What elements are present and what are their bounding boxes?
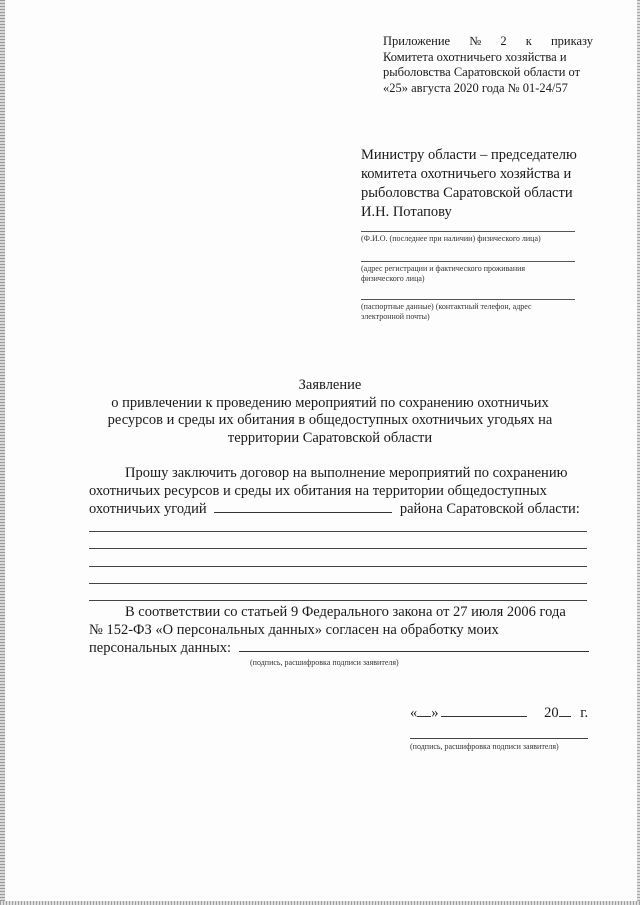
title-line-3: ресурсов и среды их обитания в общедоступных охотничьих угодьях на	[107, 412, 553, 428]
recipient-line-2: комитета охотничьего хозяйства и	[361, 166, 572, 182]
consent-word: обработку	[400, 621, 464, 638]
passport-caption-line-2: электронной почты)	[361, 312, 430, 321]
fio-field[interactable]	[361, 231, 587, 244]
appendix-line-3: рыболовства Саратовской области от	[383, 65, 581, 79]
request-line-3-suffix: района Саратовской области:	[399, 501, 580, 517]
blank-line-2[interactable]	[89, 548, 587, 549]
consent-word: согласен	[325, 621, 380, 638]
request-word: общедоступных	[447, 482, 547, 499]
fio-rule	[361, 231, 575, 232]
title-heading: Заявление	[298, 377, 362, 393]
year-suffix: г.	[580, 705, 589, 721]
appendix-word: №	[469, 34, 482, 48]
recipient-line-4: И.Н. Потапову	[361, 204, 452, 220]
request-word: обитания	[293, 482, 352, 499]
passport-rule	[361, 299, 575, 300]
appendix-word: приказу	[550, 34, 593, 48]
consent-word: данных»	[268, 621, 323, 638]
year-prefix: 20	[544, 705, 559, 721]
date-quote-close: »	[431, 705, 439, 721]
year-blank[interactable]	[559, 704, 571, 717]
request-word: и	[223, 482, 231, 499]
appendix-word: 2	[500, 34, 507, 48]
consent-word: моих	[467, 621, 499, 638]
consent-word: №	[89, 621, 103, 638]
address-caption-line-2: физического лица)	[361, 274, 425, 283]
address-rule	[361, 261, 575, 262]
request-line-3-prefix: охотничьих угодий	[89, 501, 207, 517]
consent-signature-caption: (подпись, расшифровка подписи заявителя)	[250, 658, 399, 667]
title-line-2: о привлечении к проведению мероприятий по сохранению охотничьих	[111, 394, 549, 411]
day-blank[interactable]	[417, 704, 431, 717]
date-row	[410, 704, 590, 722]
address-caption-line-1: (адрес регистрации и фактического проживания	[361, 264, 526, 273]
passport-contact-field[interactable]	[361, 299, 587, 322]
address-caption	[361, 264, 587, 284]
request-word: ресурсов	[164, 482, 220, 499]
request-word: охотничьих	[89, 482, 161, 499]
consent-signature-blank[interactable]	[239, 639, 589, 652]
passport-caption-line-1: (паспортные данные) (контактный телефон, адрес	[361, 302, 532, 311]
consent-word: 152-ФЗ	[106, 621, 152, 638]
recipient-line-1: Министру области – председателю	[361, 147, 577, 163]
final-signature-rule[interactable]	[410, 738, 588, 739]
request-line-2	[89, 483, 589, 501]
request-line-1: Прошу заключить договор на выполнение мероприятий по сохранению	[125, 465, 568, 481]
appendix-line-4: «25» августа 2020 года № 01-24/57	[383, 80, 568, 95]
recipient-block	[361, 146, 601, 222]
title-line-4: территории Саратовской области	[227, 429, 433, 446]
blank-line-3[interactable]	[89, 566, 587, 567]
request-word: среды	[234, 482, 272, 499]
scan-edge-bottom	[0, 901, 640, 905]
request-word: их	[275, 482, 291, 499]
date-quote-open: «	[410, 705, 418, 721]
consent-line-1: В соответствии со статьей 9 Федерального закона от 27 июля 2006 года	[125, 604, 566, 620]
passport-caption	[361, 302, 587, 322]
appendix-note	[383, 34, 593, 96]
scan-edge-left	[0, 0, 5, 905]
district-blank[interactable]	[214, 500, 392, 513]
consent-word: «О	[155, 621, 174, 638]
request-word: на	[354, 482, 370, 499]
recipient-line-3: рыболовства Саратовской области	[361, 185, 573, 201]
request-line-3	[89, 500, 589, 518]
consent-line-3-prefix: персональных данных:	[89, 640, 232, 656]
appendix-word: к	[525, 34, 532, 48]
blank-line-1[interactable]	[89, 531, 587, 532]
consent-line-3	[89, 639, 589, 657]
appendix-line-2: Комитета охотничьего хозяйства и	[383, 49, 567, 64]
address-field[interactable]	[361, 261, 587, 284]
blank-line-5[interactable]	[89, 600, 587, 601]
consent-paragraph	[89, 604, 589, 657]
consent-word: на	[382, 621, 397, 638]
request-word: территории	[372, 482, 444, 499]
appendix-word: Приложение	[383, 34, 451, 48]
fio-caption: (Ф.И.О. (последнее при наличии) физического лица)	[361, 234, 541, 243]
month-blank[interactable]	[441, 704, 527, 717]
consent-word: персональных	[176, 621, 265, 638]
blank-line-4[interactable]	[89, 583, 587, 584]
appendix-line-1	[383, 34, 593, 50]
request-paragraph	[89, 465, 589, 518]
consent-line-2	[89, 622, 589, 640]
final-signature-caption: (подпись, расшифровка подписи заявителя)	[410, 742, 559, 751]
document-title	[60, 377, 600, 447]
